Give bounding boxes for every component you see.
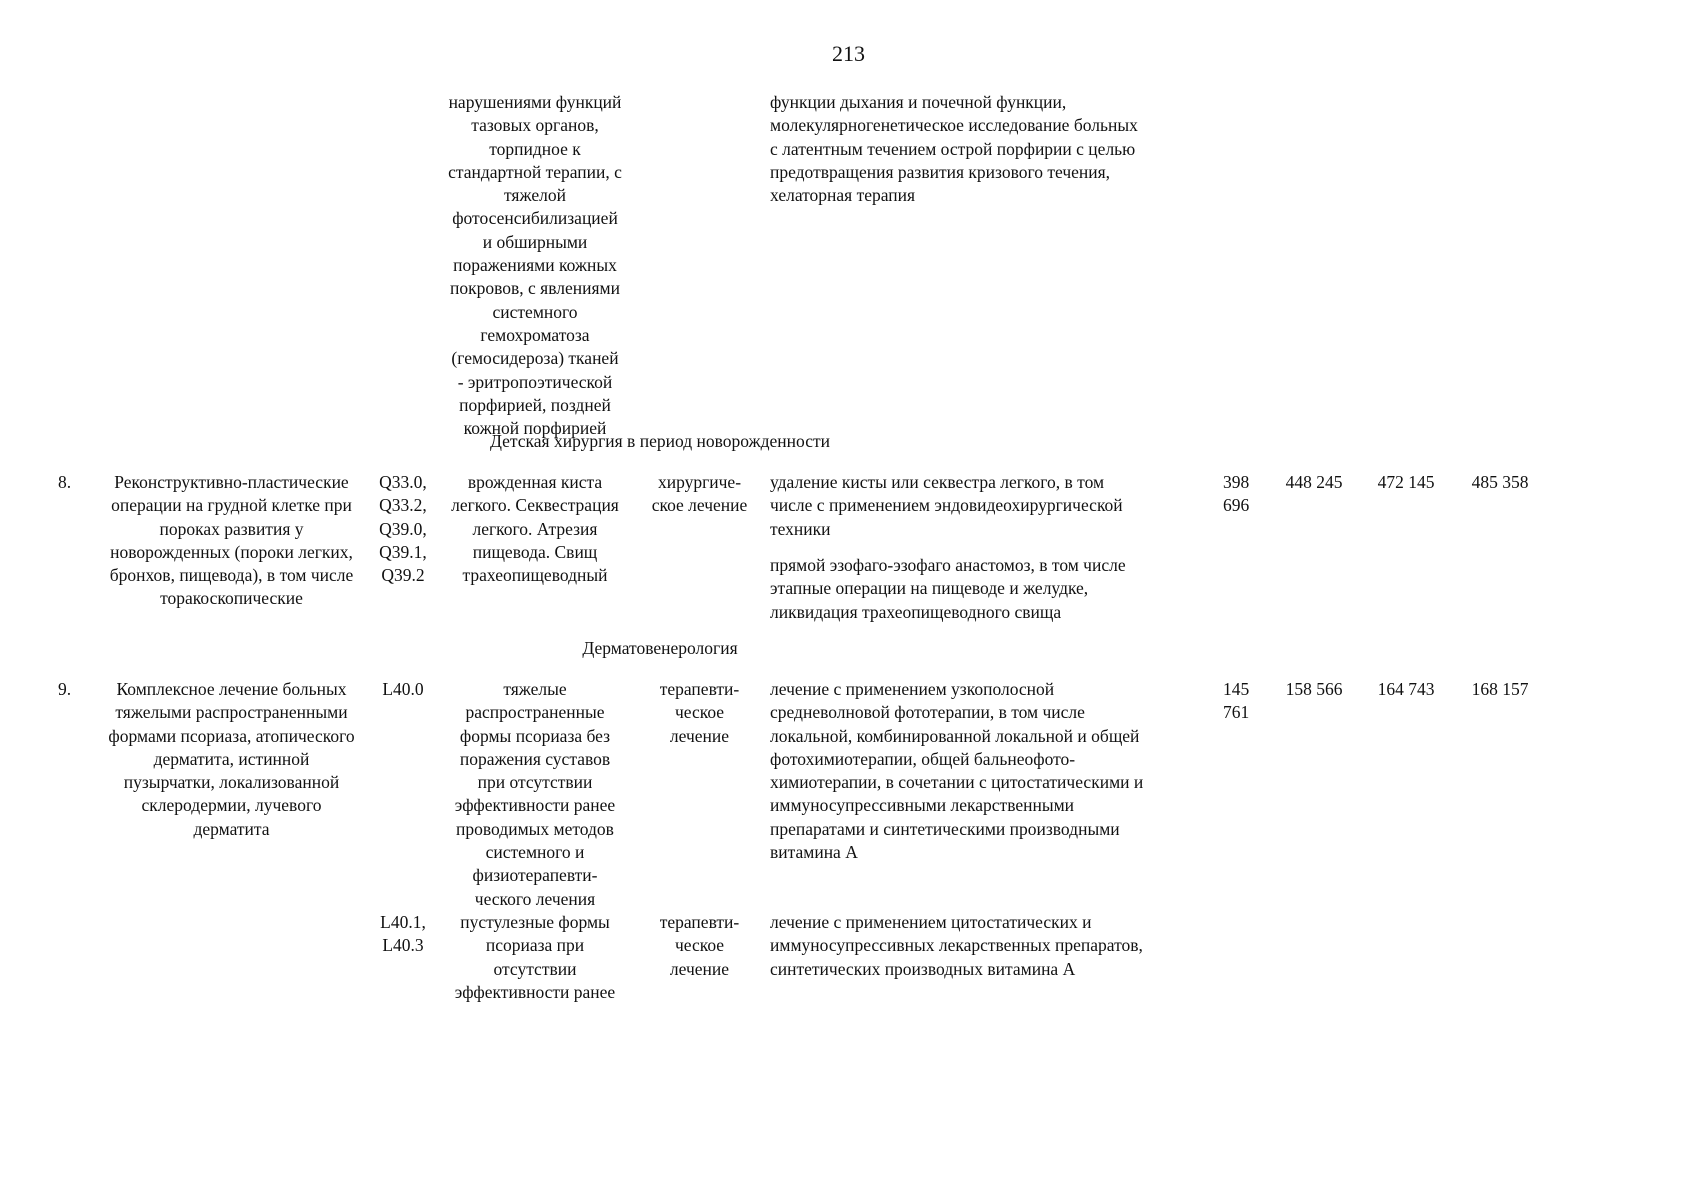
- icd-codes: L40.1, L40.3: [380, 912, 426, 956]
- patient-model: тяжелые распространенные формы псориаза без поражения суставов при отсутствии эффективности ранее проводимых методов системного и физиотерапевти- ческого лечения: [454, 679, 616, 909]
- treatment-method: лечение с применением узкополосной средневолновой фототерапии, в том числе локальной, комбинированной локальной и общей фотохимиотерапии, общей бальнеофото- химиотерапии, в сочетании с цитостатическими и иммуносупрессивными лекарственными препаратами и синтетическими производными витамина А: [770, 679, 1144, 863]
- cost-norm-1: 145 761: [1223, 679, 1250, 723]
- cost-norm-3: 164 743: [1377, 679, 1435, 699]
- treatment-method: удаление кисты или секвестра легкого, в том числе с применением эндовидеохирургической техники: [770, 472, 1123, 539]
- care-type-name: Реконструктивно-пластические операции на грудной клетке при пороках развития у новорожденных (пороки легких, бронхов, пищевода), в том числе торакоскопические: [109, 472, 354, 609]
- icd-codes: L40.0: [382, 679, 424, 699]
- cost-norm-4: 168 157: [1471, 679, 1529, 699]
- treatment-type: терапевти- ческое лечение: [659, 912, 740, 979]
- patient-model: врожденная киста легкого. Секвестрация легкого. Атрезия пищевода. Свищ трахеопищеводный: [451, 472, 619, 586]
- row-number: 8.: [58, 472, 72, 492]
- icd-codes: Q33.0, Q33.2, Q39.0, Q39.1, Q39.2: [379, 472, 427, 586]
- section-heading-pediatric-surgery: Детская хирургия в период новорожденности: [489, 431, 831, 451]
- cost-norm-2: 158 566: [1285, 679, 1343, 699]
- treatment-type: терапевти- ческое лечение: [659, 679, 740, 746]
- care-type-name: Комплексное лечение больных тяжелыми распространенными формами псориаза, атопического дерматита, истинной пузырчатки, локализованной склеродермии, лучевого дерматита: [108, 679, 355, 839]
- treatment-method: прямой эзофаго-эзофаго анастомоз, в том числе этапные операции на пищеводе и желудке, ликвидация трахеопищеводного свища: [770, 555, 1126, 622]
- patient-model: пустулезные формы псориаза при отсутствии эффективности ранее: [454, 912, 616, 1002]
- continued-patient-model: нарушениями функций тазовых органов, торпидное к стандартной терапии, с тяжелой фотосенсибилизацией и обширными поражениями кожных покровов, с явлениями системного гемохроматоза (гемосидероза) тканей - эритропоэтической порфирией, поздней кожной порфирией: [448, 92, 622, 439]
- treatment-type: хирургиче- ское лечение: [651, 472, 748, 516]
- treatment-method: лечение с применением цитостатических и иммуносупрессивных лекарственных препаратов, синтетических производных витамина А: [770, 912, 1143, 979]
- section-heading-dermatovenereology: Дерматовенерология: [582, 638, 738, 658]
- row-number: 9.: [58, 679, 72, 699]
- cost-norm-2: 448 245: [1285, 472, 1343, 492]
- cost-norm-3: 472 145: [1377, 472, 1435, 492]
- continued-treatment-method: функции дыхания и почечной функции, молекулярногенетическое исследование больных с латентным течением острой порфирии с целью предотвращения развития кризового течения, хелаторная терапия: [770, 92, 1138, 206]
- cost-norm-4: 485 358: [1471, 472, 1529, 492]
- cost-norm-1: 398 696: [1223, 472, 1250, 516]
- page-number: 213: [832, 41, 865, 66]
